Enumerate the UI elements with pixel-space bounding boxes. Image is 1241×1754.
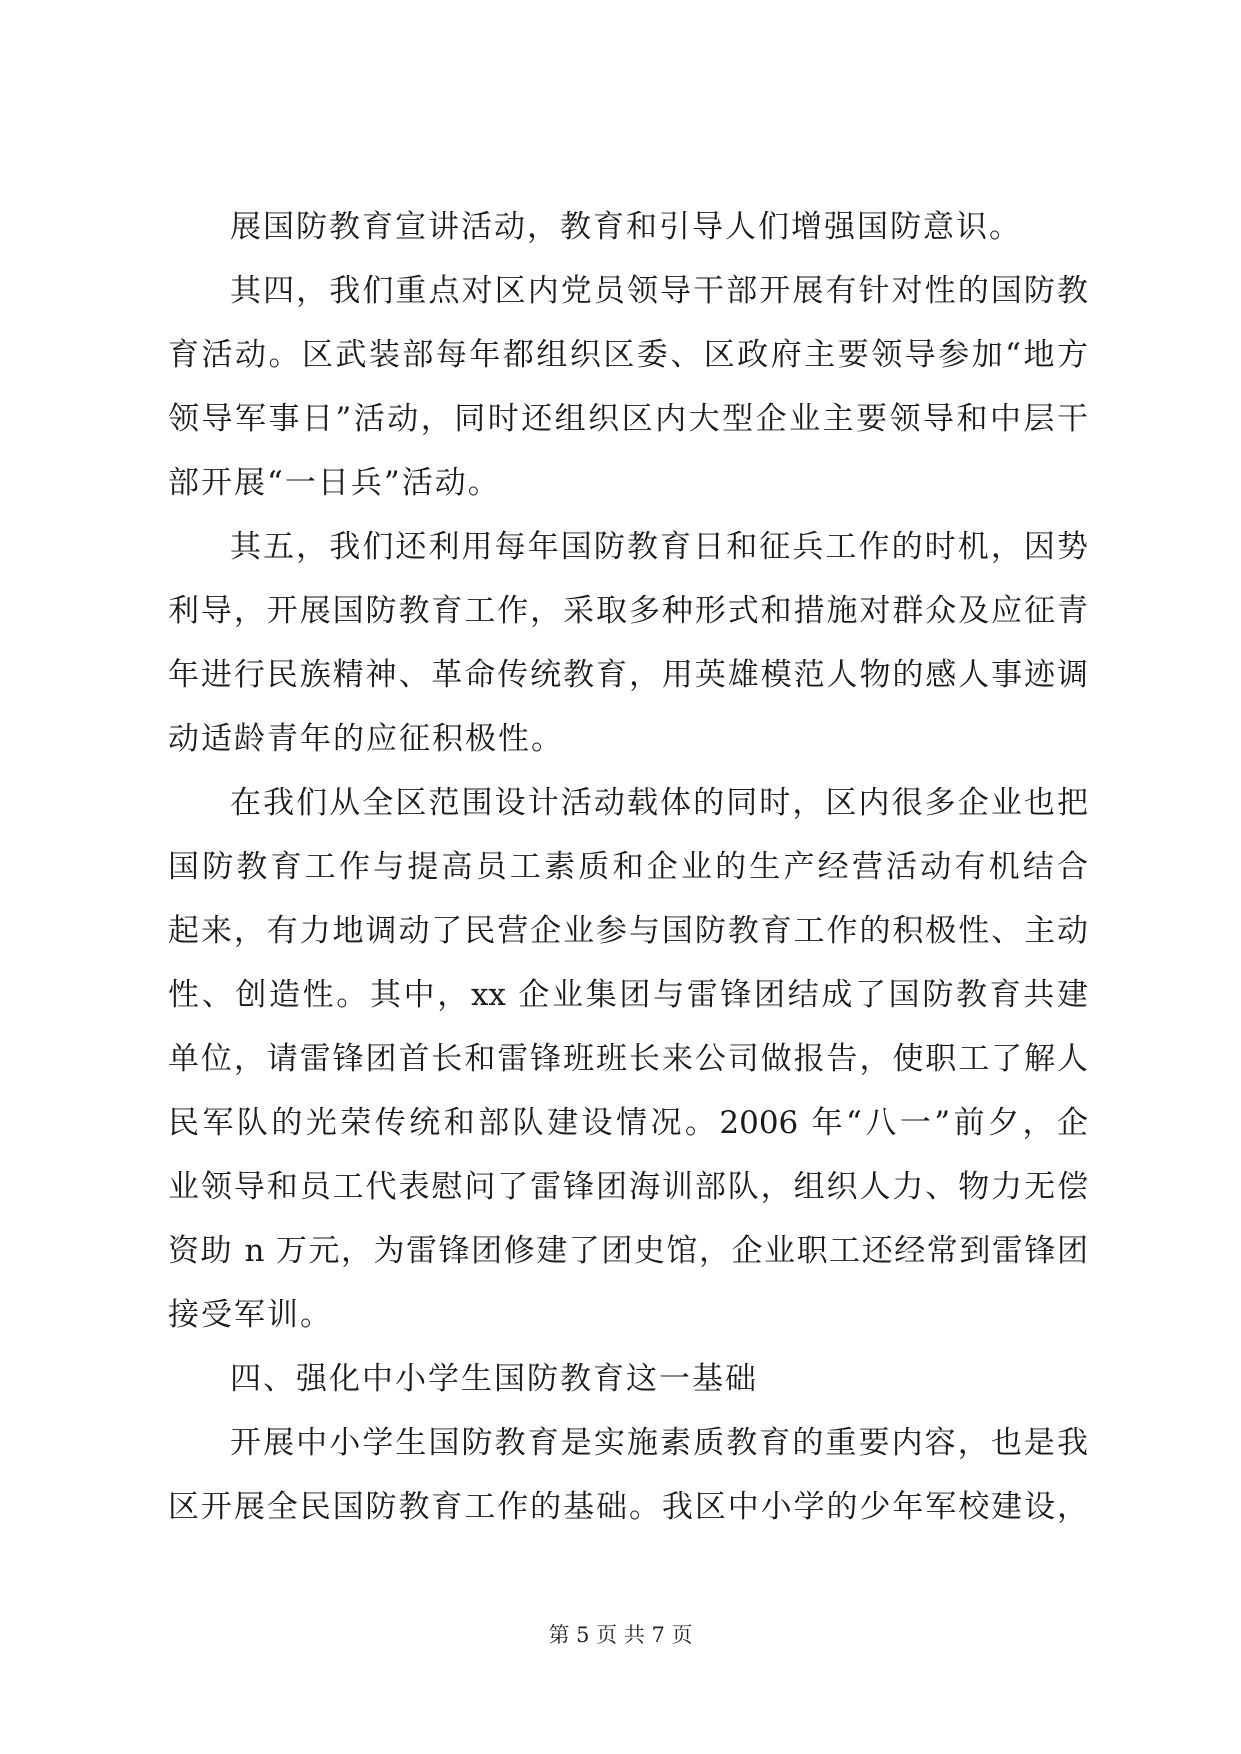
text-line: 在我们从全区范围设计活动载体的同时，区内很多企业也把 [230,785,1088,821]
text-line: 接受军训。 [168,1297,333,1333]
text-line: 民军队的光荣传统和部队建设情况。2006 年“八一”前夕，企 [168,1105,1088,1141]
text-line: 育活动。区武装部每年都组织区委、区政府主要领导参加“地方 [168,337,1088,373]
text-line: 利导，开展国防教育工作，采取多种形式和措施对群众及应征青 [168,593,1088,629]
text-line: 单位，请雷锋团首长和雷锋班班长来公司做报告，使职工了解人 [168,1041,1088,1077]
body-text [168,195,1088,1539]
text-line: 业领导和员工代表慰问了雷锋团海训部队，组织人力、物力无偿 [168,1169,1088,1205]
text-line: 性、创造性。其中，xx 企业集团与雷锋团结成了国防教育共建 [168,977,1088,1013]
text-line: 其四，我们重点对区内党员领导干部开展有针对性的国防教 [230,273,1088,309]
text-line: 开展中小学生国防教育是实施素质教育的重要内容，也是我 [230,1425,1088,1461]
page-number-footer: 第 5 页 共 7 页 [548,1623,693,1647]
text-line: 动适龄青年的应征积极性。 [168,721,564,757]
text-line: 部开展“一日兵”活动。 [168,465,501,501]
text-line: 起来，有力地调动了民营企业参与国防教育工作的积极性、主动 [168,913,1088,949]
text-line: 区开展全民国防教育工作的基础。我区中小学的少年军校建设， [168,1489,1088,1525]
text-line: 展国防教育宣讲活动，教育和引导人们增强国防意识。 [230,209,1022,245]
text-line: 领导军事日”活动，同时还组织区内大型企业主要领导和中层干 [168,401,1088,437]
text-line: 其五，我们还利用每年国防教育日和征兵工作的时机，因势 [230,529,1088,565]
text-line: 资助 n 万元，为雷锋团修建了团史馆，企业职工还经常到雷锋团 [168,1233,1088,1269]
text-line: 四、强化中小学生国防教育这一基础 [230,1361,758,1397]
text-line: 国防教育工作与提高员工素质和企业的生产经营活动有机结合 [168,849,1088,885]
text-line: 年进行民族精神、革命传统教育，用英雄模范人物的感人事迹调 [168,657,1088,693]
